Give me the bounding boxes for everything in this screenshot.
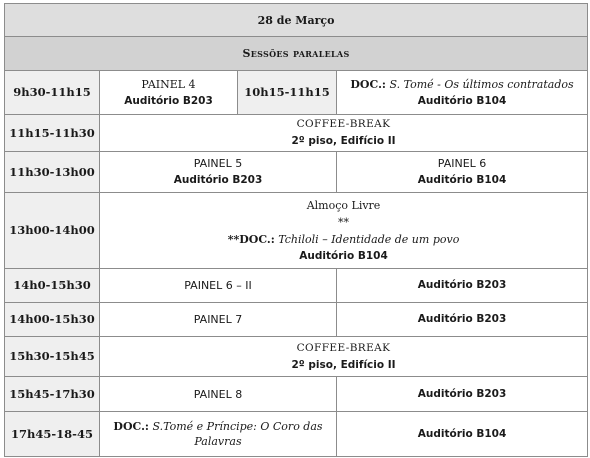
sessions-header [5, 37, 588, 71]
time-cell: 17h45-18-45 [5, 412, 100, 457]
time-cell: 11h30-13h00 [5, 152, 100, 193]
session-title [339, 76, 585, 93]
date-header-row [5, 4, 588, 37]
table-row [5, 269, 588, 303]
sessions-header-row [5, 37, 588, 71]
time-cell: 10h15-11h15 [238, 71, 337, 115]
break-cell [100, 337, 588, 377]
time-cell: 14h00-15h30 [5, 303, 100, 337]
time-cell: 15h45-17h30 [5, 377, 100, 412]
session-title: PAINEL 8 [100, 377, 337, 412]
session-room-cell [337, 303, 588, 337]
doc-title: Tchiloli – Identidade de um povo [274, 232, 460, 246]
session-room-cell [337, 269, 588, 303]
table-row [5, 377, 588, 412]
time-cell: 9h30-11h15 [5, 71, 100, 115]
break-place: 2º piso, Edifício II [291, 135, 396, 147]
time-cell: 14h0-15h30 [5, 269, 100, 303]
break-cell [100, 115, 588, 152]
time-cell: 11h15-11h30 [5, 115, 100, 152]
doc-title: S.Tomé e Príncipe: O Coro das Palavras [149, 420, 323, 448]
session-title: PAINEL 6 [437, 157, 487, 170]
table-row [5, 337, 588, 377]
date-header: 28 de Março [5, 4, 588, 37]
session-cell [100, 152, 337, 193]
lunch-label: Almoço Livre [306, 198, 381, 212]
session-title [102, 419, 334, 449]
footnote-mark: ** [338, 215, 350, 229]
session-title: PAINEL 7 [100, 303, 337, 337]
session-room: Auditório B203 [417, 279, 507, 291]
schedule-table [4, 3, 588, 457]
table-row [5, 71, 588, 115]
session-room: Auditório B104 [299, 249, 388, 262]
break-title: COFFEE-BREAK [296, 341, 391, 354]
doc-prefix: **DOC.: [227, 232, 275, 246]
table-row [5, 412, 588, 457]
session-title: PAINEL 4 [141, 77, 196, 91]
break-place: 2º piso, Edifício II [291, 358, 396, 371]
sessions-header-label: Sessões paralelas [242, 47, 350, 60]
session-room: Auditório B104 [417, 94, 507, 107]
doc-prefix: DOC.: [113, 420, 149, 433]
session-room: Auditório B203 [124, 94, 213, 107]
time-cell: 15h30-15h45 [5, 337, 100, 377]
session-room: Auditório B104 [417, 427, 507, 440]
table-row [5, 303, 588, 337]
table-row [5, 152, 588, 193]
table-row [5, 115, 588, 152]
session-cell [337, 152, 588, 193]
lunch-cell [100, 193, 588, 269]
time-cell: 13h00-14h00 [5, 193, 100, 269]
session-title [102, 231, 585, 248]
table-row [5, 193, 588, 269]
session-title: PAINEL 6 – II [100, 269, 337, 303]
doc-prefix: DOC.: [350, 77, 386, 91]
session-title: PAINEL 5 [193, 157, 243, 170]
session-cell [100, 71, 238, 115]
session-room-cell [337, 412, 588, 457]
session-room: Auditório B203 [417, 313, 507, 325]
session-room: Auditório B203 [417, 387, 507, 400]
session-room-cell [337, 377, 588, 412]
session-room: Auditório B104 [417, 174, 507, 186]
session-room: Auditório B203 [173, 174, 263, 186]
session-cell [337, 71, 588, 115]
session-cell [100, 412, 337, 457]
break-title: COFFEE-BREAK [296, 118, 391, 130]
doc-title: S. Tomé - Os últimos contratados [385, 77, 574, 91]
